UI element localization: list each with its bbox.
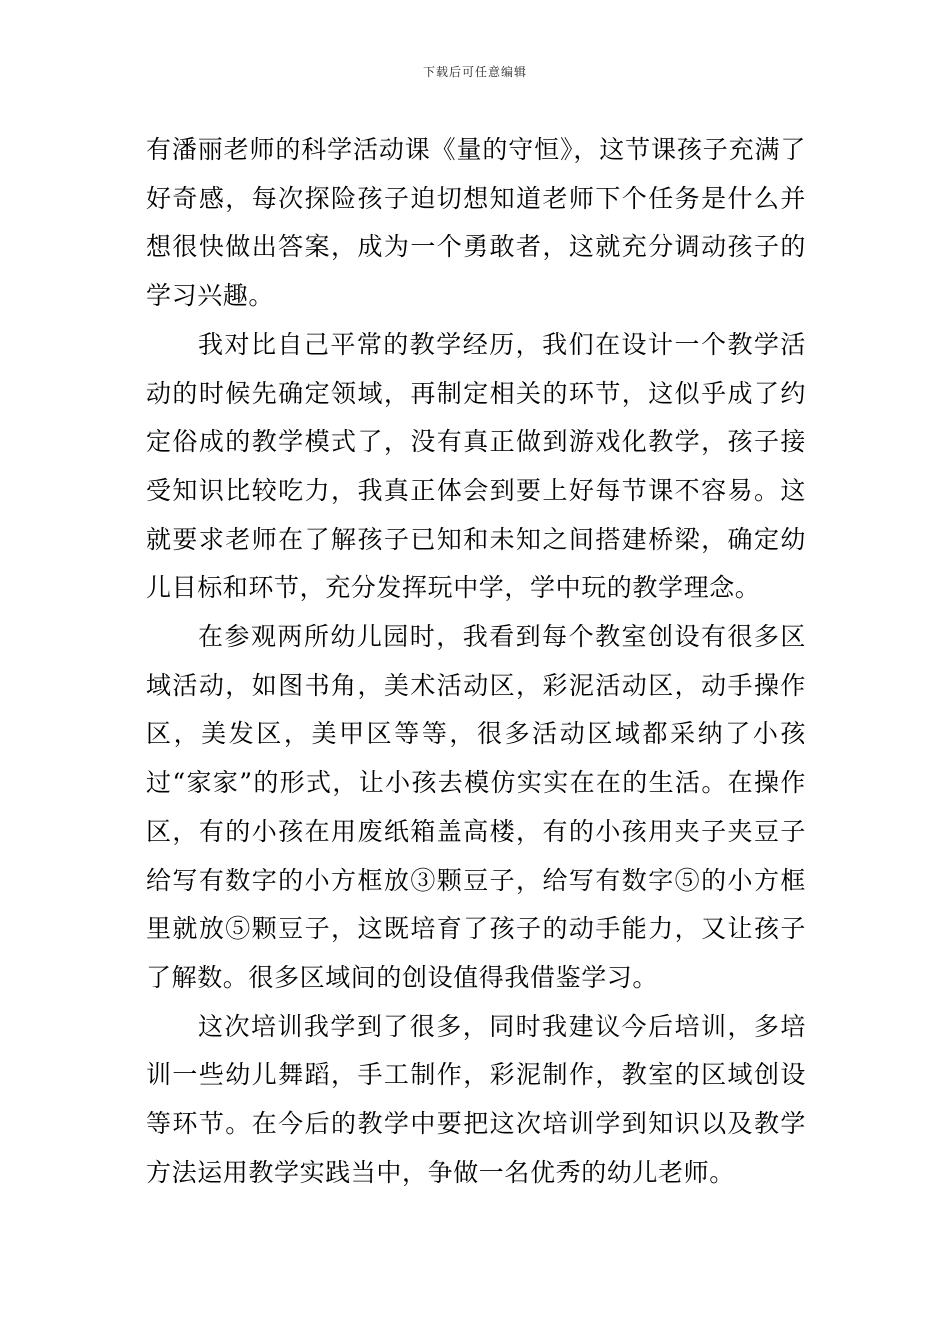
paragraph-3: 在参观两所幼儿园时，我看到每个教室创设有很多区域活动，如图书角，美术活动区，彩泥活动区，动手操作区，美发区，美甲区等等，很多活动区域都采纳了小孩过“家家”的形式，让小孩去模仿实实在在的生活。在操作区，有的小孩在用废纸箱盖高楼，有的小孩用夹子夹豆子给写有数字的小方框放③颗豆子，给写有数字⑤的小方框里就放⑤颗豆子，这既培育了孩子的动手能力，又让孩子了解数。很多区域间的创设值得我借鉴学习。 [146,622,806,992]
paragraph-2: 我对比自己平常的教学经历，我们在设计一个教学活动的时候先确定领域，再制定相关的环节，这似乎成了约定俗成的教学模式了，没有真正做到游戏化教学，孩子接受知识比较吃力，我真正体会到要上好每节课不容易。这就要求老师在了解孩子已知和未知之间搭建桥梁，确定幼儿目标和环节，充分发挥玩中学，学中玩的教学理念。 [146,329,806,603]
page-header: 下载后可任意编辑 [422,65,527,79]
paragraph-1: 有潘丽老师的科学活动课《量的守恒》，这节课孩子充满了好奇感，每次探险孩子迫切想知道老师下个任务是什么并想很快做出答案，成为一个勇敢者，这就充分调动孩子的学习兴趣。 [146,135,806,311]
paragraph-4: 这次培训我学到了很多，同时我建议今后培训，多培训一些幼儿舞蹈，手工制作，彩泥制作，教室的区域创设等环节。在今后的教学中要把这次培训学到知识以及教学方法运用教学实践当中，争做一名优秀的幼儿老师。 [146,1011,806,1187]
document-body [146,126,806,1197]
